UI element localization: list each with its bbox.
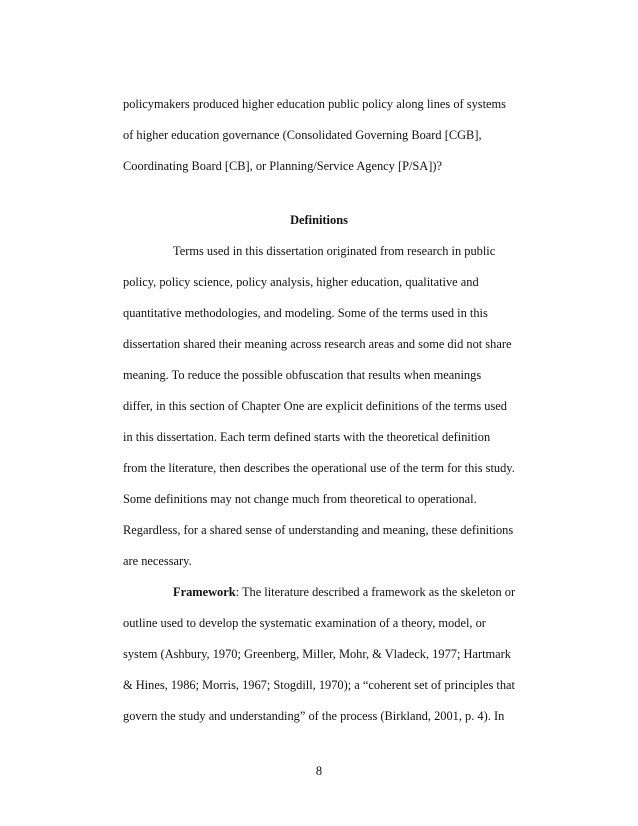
body-line: in this dissertation. Each term defined starts with the theoretical definition <box>123 430 491 444</box>
page-number: 8 <box>315 764 323 778</box>
body-line: & Hines, 1986; Morris, 1967; Stogdill, 1970); a “coherent set of principles that <box>123 678 515 692</box>
intro-line: Coordinating Board [CB], or Planning/Service Agency [P/SA])? <box>123 159 443 173</box>
body-line: Terms used in this dissertation originated from research in public <box>173 244 496 258</box>
body-line: meaning. To reduce the possible obfuscation that results when meanings <box>123 368 482 382</box>
body-line: are necessary. <box>123 554 192 568</box>
body-line: from the literature, then describes the operational use of the term for this study. <box>123 461 515 475</box>
body-line: differ, in this section of Chapter One are explicit definitions of the terms used <box>123 399 507 413</box>
body-line: dissertation shared their meaning across research areas and some did not share <box>123 337 512 351</box>
body-line: system (Ashbury, 1970; Greenberg, Miller, Mohr, & Vladeck, 1977; Hartmark <box>123 647 511 661</box>
body-line: policy, policy science, policy analysis, higher education, qualitative and <box>123 275 479 289</box>
framework-first-line-text: : The literature described a framework as the skeleton or <box>235 585 516 599</box>
body-line: govern the study and understanding” of the process (Birkland, 2001, p. 4). In <box>123 709 505 723</box>
body-line: outline used to develop the systematic examination of a theory, model, or <box>123 616 486 630</box>
framework-term: Framework <box>173 585 236 599</box>
intro-line: of higher education governance (Consolidated Governing Board [CGB], <box>123 128 482 142</box>
framework-first-line <box>173 584 515 600</box>
body-line: Some definitions may not change much from theoretical to operational. <box>123 492 477 506</box>
body-line: Regardless, for a shared sense of understanding and meaning, these definitions <box>123 523 514 537</box>
body-line: quantitative methodologies, and modeling. Some of the terms used in this <box>123 306 488 320</box>
intro-line: policymakers produced higher education public policy along lines of systems <box>123 97 506 111</box>
section-heading: Definitions <box>290 213 348 227</box>
